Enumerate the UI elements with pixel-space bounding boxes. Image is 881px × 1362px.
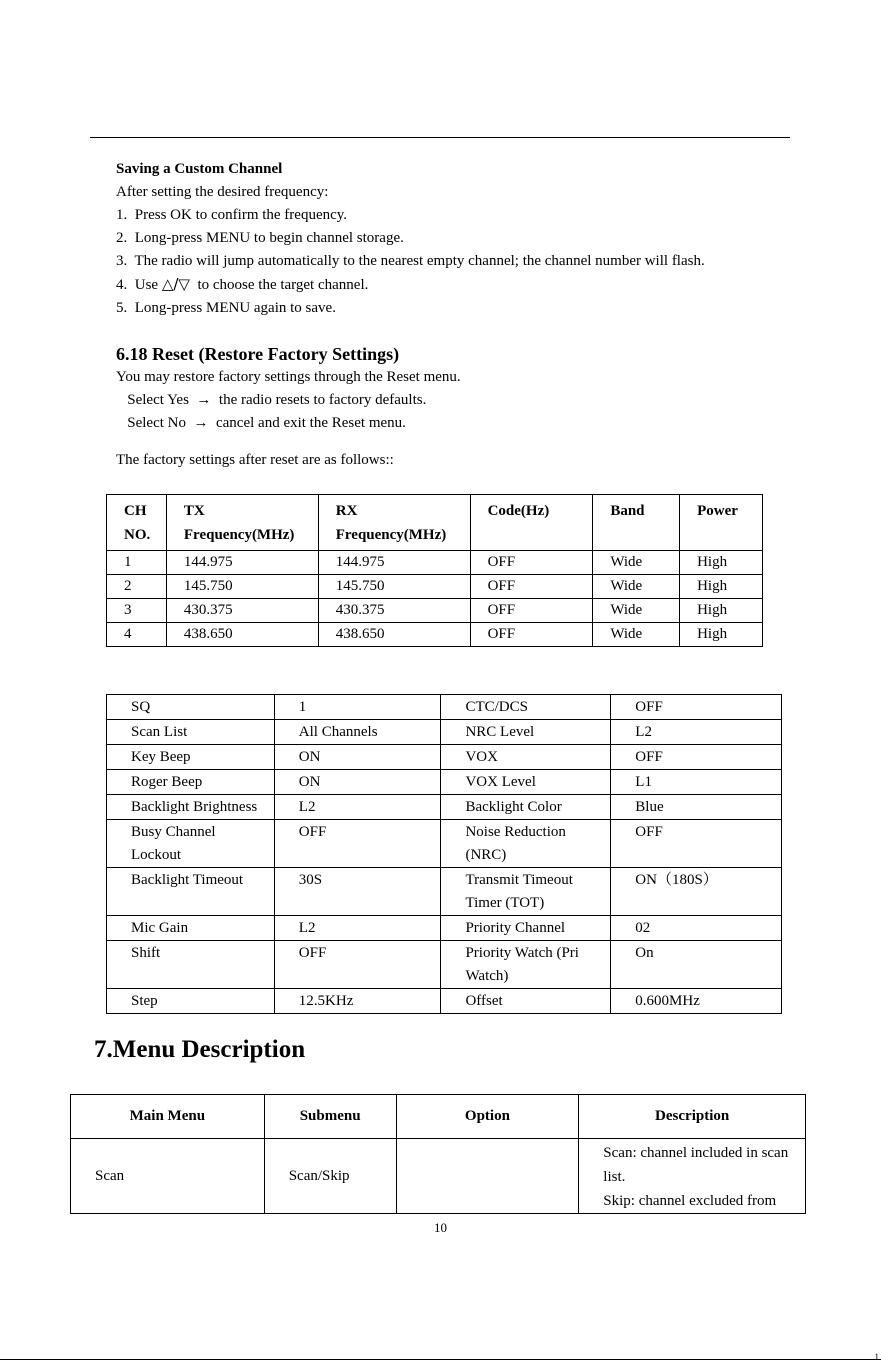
cell: 438.650 (318, 623, 470, 647)
cell: 3 (107, 599, 167, 623)
cell: Step (107, 989, 275, 1014)
saving-intro: After setting the desired frequency: (116, 184, 329, 200)
cell: Key Beep (107, 745, 275, 770)
table-row (107, 623, 763, 647)
table-row (107, 720, 782, 745)
cell: Noise Reduction (NRC) (441, 820, 611, 868)
cell: Backlight Brightness (107, 795, 275, 820)
reset-yes-line: Select Yes → the radio resets to factory defaults. (116, 392, 427, 408)
page-number: 10 (434, 1220, 447, 1235)
edge-mark: 1 (874, 1352, 879, 1362)
cell: L2 (274, 795, 441, 820)
cell: 430.375 (166, 599, 318, 623)
header-rx: RX Frequency(MHz) (318, 495, 470, 551)
cell: NRC Level (441, 720, 611, 745)
up-down-triangle-icon: △/▽ (161, 275, 190, 293)
cell: 144.975 (318, 551, 470, 575)
cell: High (680, 551, 763, 575)
header-option: Option (396, 1095, 579, 1139)
cell: 12.5KHz (274, 989, 441, 1014)
saving-title: Saving a Custom Channel (116, 161, 283, 177)
cell: OFF (274, 820, 441, 868)
cell: OFF (470, 599, 593, 623)
cell: 02 (611, 916, 782, 941)
bottom-rule (0, 1359, 881, 1360)
table-row (107, 868, 782, 916)
cell: SQ (107, 695, 275, 720)
cell: Blue (611, 795, 782, 820)
table-row (107, 795, 782, 820)
cell: OFF (611, 745, 782, 770)
menu-description-cell (579, 1139, 806, 1214)
description-line: list. (603, 1169, 626, 1185)
saving-step-5: 5. Long-press MENU again to save. (116, 300, 336, 316)
header-ch-no: CH NO. (107, 495, 167, 551)
cell: Wide (593, 623, 680, 647)
cell: Backlight Color (441, 795, 611, 820)
table-row (107, 575, 763, 599)
table-row (107, 916, 782, 941)
cell: OFF (470, 623, 593, 647)
saving-step-3: 3. The radio will jump automatically to the nearest empty channel; the channel number will flash. (116, 253, 705, 269)
menu-table-header (71, 1095, 806, 1139)
table-row (107, 989, 782, 1014)
table-row (71, 1139, 806, 1214)
saving-step-2: 2. Long-press MENU to begin channel storage. (116, 230, 404, 246)
cell: Mic Gain (107, 916, 275, 941)
cell: ON（180S） (611, 868, 782, 916)
cell: 2 (107, 575, 167, 599)
reset-no-line: Select No → cancel and exit the Reset menu. (116, 415, 406, 431)
cell: Shift (107, 941, 275, 989)
cell: ON (274, 770, 441, 795)
reset-section (116, 342, 816, 472)
cell: OFF (470, 575, 593, 599)
cell: Wide (593, 599, 680, 623)
settings-table (106, 694, 782, 1014)
cell: 0.600MHz (611, 989, 782, 1014)
cell: All Channels (274, 720, 441, 745)
cell: 1 (107, 551, 167, 575)
cell: L2 (274, 916, 441, 941)
cell: 430.375 (318, 599, 470, 623)
saving-step-4 (116, 273, 816, 297)
saving-step-1: 1. Press OK to confirm the frequency. (116, 207, 348, 223)
header-tx: TX Frequency(MHz) (166, 495, 318, 551)
cell: 30S (274, 868, 441, 916)
cell: Backlight Timeout (107, 868, 275, 916)
table-row (107, 551, 763, 575)
menu-section-title: 7.Menu Description (94, 1036, 306, 1063)
cell: Priority Watch (Pri Watch) (441, 941, 611, 989)
cell: VOX (441, 745, 611, 770)
cell: High (680, 599, 763, 623)
cell: L1 (611, 770, 782, 795)
header-description: Description (579, 1095, 806, 1139)
cell: Wide (593, 575, 680, 599)
reset-title: 6.18 Reset (Restore Factory Settings) (116, 344, 400, 364)
cell: 144.975 (166, 551, 318, 575)
cell: Wide (593, 551, 680, 575)
cell: OFF (274, 941, 441, 989)
menu-option-cell (396, 1139, 579, 1214)
saving-step-4-head: 4. Use (116, 277, 162, 293)
cell: Priority Channel (441, 916, 611, 941)
saving-step-4-tail: to choose the target channel. (189, 277, 369, 293)
table-row (107, 599, 763, 623)
cell: ON (274, 745, 441, 770)
cell: Transmit Timeout Timer (TOT) (441, 868, 611, 916)
header-power: Power (680, 495, 763, 551)
cell: CTC/DCS (441, 695, 611, 720)
description-line: Scan: channel included in scan (603, 1145, 789, 1161)
cell: 145.750 (318, 575, 470, 599)
cell: Scan List (107, 720, 275, 745)
table-row (107, 745, 782, 770)
cell: Busy Channel Lockout (107, 820, 275, 868)
saving-section (116, 158, 816, 320)
menu-submenu-cell: Scan/Skip (264, 1139, 396, 1214)
cell: VOX Level (441, 770, 611, 795)
cell: Roger Beep (107, 770, 275, 795)
reset-after: The factory settings after reset are as follows:: (116, 452, 394, 468)
cell: L2 (611, 720, 782, 745)
header-submenu: Submenu (264, 1095, 396, 1139)
cell: High (680, 575, 763, 599)
menu-table (70, 1094, 806, 1214)
cell: 4 (107, 623, 167, 647)
menu-main-cell: Scan (71, 1139, 265, 1214)
cell: High (680, 623, 763, 647)
cell: OFF (470, 551, 593, 575)
header-rule (90, 137, 790, 138)
cell: 145.750 (166, 575, 318, 599)
cell: OFF (611, 695, 782, 720)
table-row (107, 770, 782, 795)
table-row (107, 695, 782, 720)
cell: 1 (274, 695, 441, 720)
header-main-menu: Main Menu (71, 1095, 265, 1139)
reset-intro: You may restore factory settings through the Reset menu. (116, 369, 461, 385)
cell: Offset (441, 989, 611, 1014)
header-band: Band (593, 495, 680, 551)
cell: On (611, 941, 782, 989)
table-row (107, 941, 782, 989)
cell: OFF (611, 820, 782, 868)
channel-table-header (107, 495, 763, 551)
channel-table (106, 494, 763, 647)
header-code: Code(Hz) (470, 495, 593, 551)
table-row (107, 820, 782, 868)
description-line: Skip: channel excluded from (603, 1193, 777, 1209)
cell: 438.650 (166, 623, 318, 647)
